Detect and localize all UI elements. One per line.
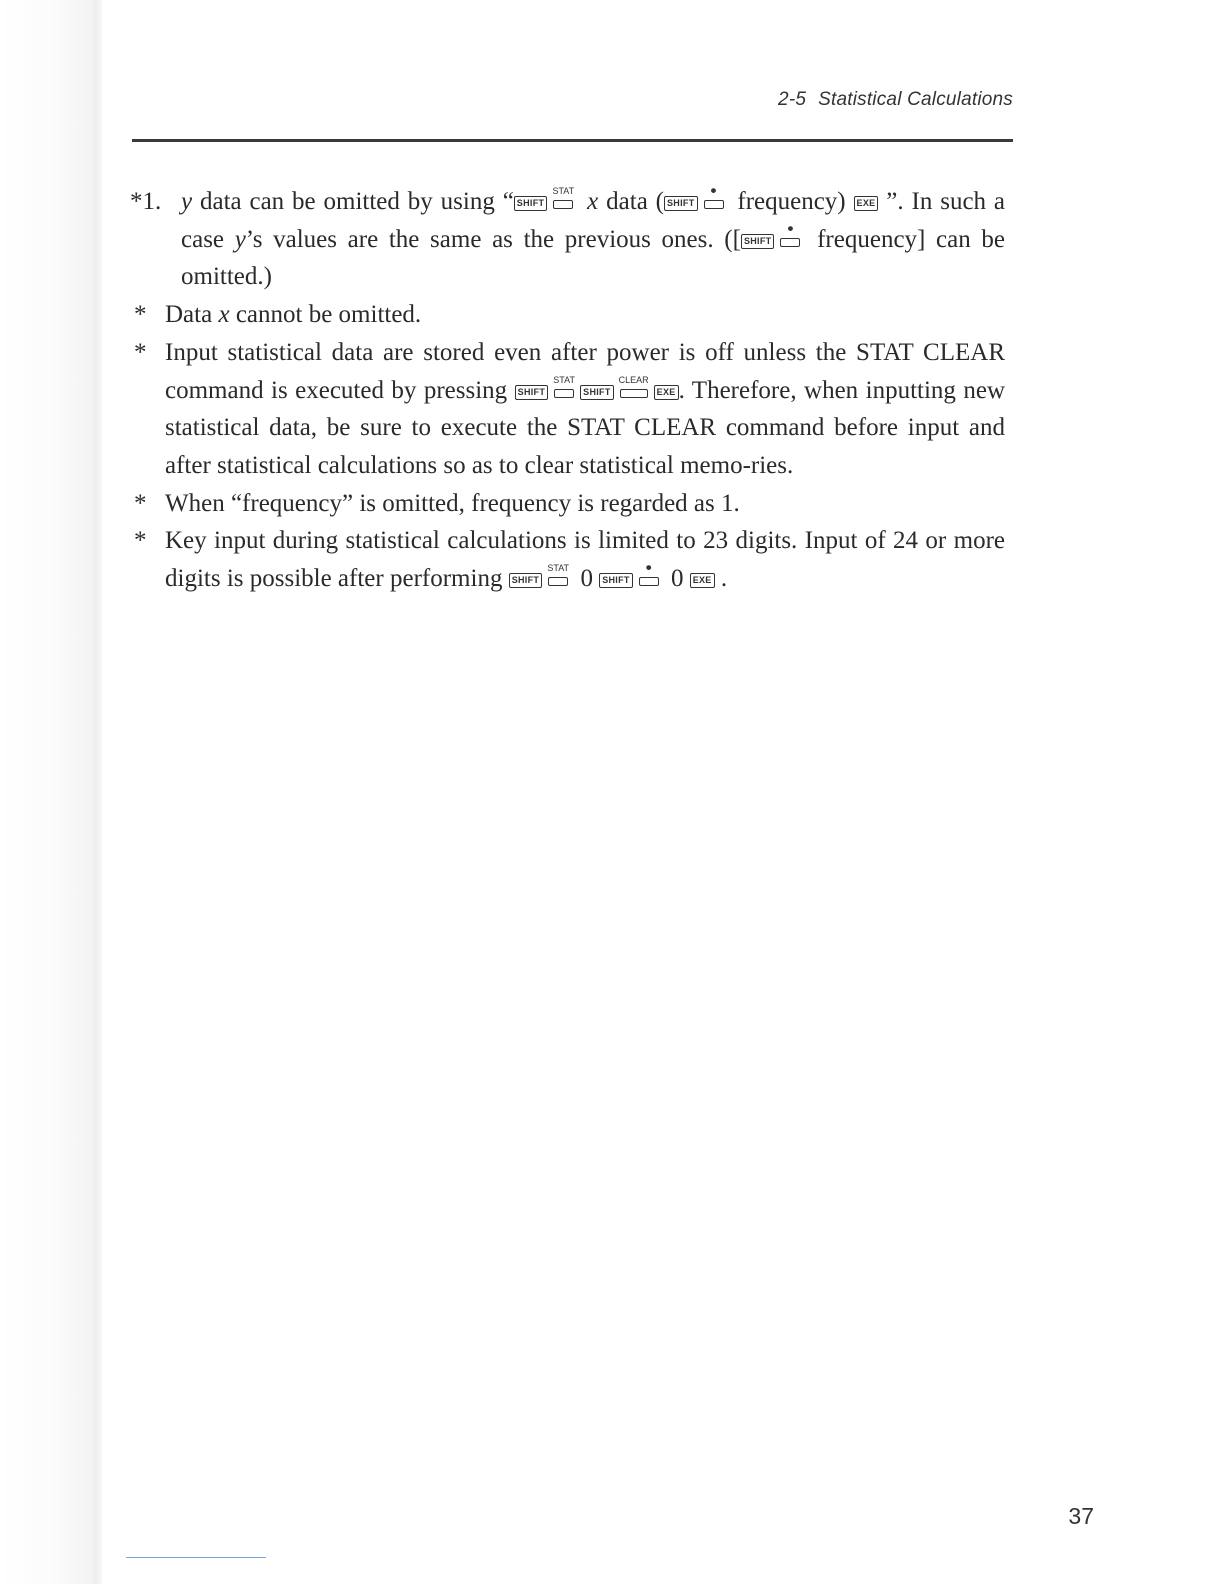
shift-key-icon: SHIFT <box>515 385 549 400</box>
section-number: 2-5 <box>778 89 807 110</box>
section-title: Statistical Calculations <box>818 89 1013 110</box>
separator-key-icon: • <box>701 186 727 212</box>
shift-key-icon: SHIFT <box>664 196 698 211</box>
note-4: * When “frequency” is omitted, frequency is regarded as 1. <box>130 485 1005 523</box>
stat-key-icon: STAT <box>551 375 577 401</box>
notes-body <box>130 183 1005 598</box>
exe-key-icon: EXE <box>690 573 715 588</box>
note-5: * Key input during statistical calculations is limited to 23 digits. Input of 24 or more digits is possible after performing SHIFT STAT 0 SHIFT • 0 EXE . <box>130 522 1005 597</box>
stat-key-icon: STAT <box>545 563 571 589</box>
note-bullet: * <box>134 527 147 555</box>
shift-key-icon: SHIFT <box>514 196 548 211</box>
header-rule <box>132 139 1013 142</box>
note-bullet: *1. <box>130 188 162 215</box>
note-3: * Input statistical data are stored even after power is off unless the STAT CLEAR command is executed by pressing SHIFT STAT SHIFT CLEAR EXE . Therefore, when inputting new statistical data, be sure to execute the STAT CLEAR command before input and after statistical calculations so as to clear statistical memo-ries. <box>130 334 1005 485</box>
scan-shadow <box>0 0 96 1584</box>
bottom-artifact-line <box>126 1557 266 1558</box>
note-bullet: * <box>134 301 147 329</box>
note-1: *1. y data can be omitted by using “ SHIFT STAT x data ( SHIFT • frequency) EXE ”. In such a case y’s values are the same as the previous ones. ([ SHIFT • frequency] can be omitted.) <box>130 181 1006 291</box>
shift-key-icon: SHIFT <box>599 573 633 588</box>
running-header <box>778 89 1013 111</box>
note-bullet: * <box>134 338 147 366</box>
separator-key-icon: • <box>777 224 803 250</box>
exe-key-icon: EXE <box>854 196 879 211</box>
separator-key-icon: • <box>636 563 662 589</box>
clear-key-icon: CLEAR <box>617 375 651 401</box>
scan-edge <box>94 0 102 1584</box>
note-2: * Data x cannot be omitted. <box>130 296 1005 334</box>
shift-key-icon: SHIFT <box>509 573 543 588</box>
shift-key-icon: SHIFT <box>741 234 775 249</box>
stat-key-icon: STAT <box>550 186 576 212</box>
note-bullet: * <box>134 489 147 517</box>
exe-key-icon: EXE <box>654 385 679 400</box>
shift-key-icon: SHIFT <box>580 385 614 400</box>
page-number: 37 <box>1068 1503 1094 1529</box>
